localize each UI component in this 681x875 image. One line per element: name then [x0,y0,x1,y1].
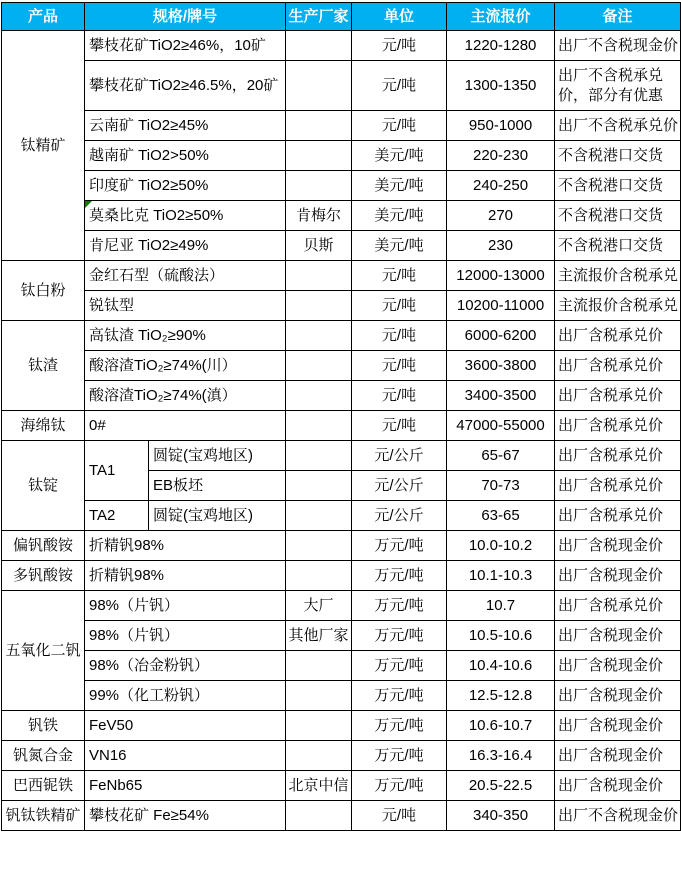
spec-cell: 98%（片钒） [85,621,286,651]
spec-cell: VN16 [85,741,286,771]
table-row [2,231,681,261]
price-cell: 12.5-12.8 [447,681,555,711]
spec-cell: 圆锭(宝鸡地区) [149,501,286,531]
table-row [2,501,681,531]
product-cell: 钛渣 [2,321,85,411]
table-row [2,351,681,381]
price-cell: 47000-55000 [447,411,555,441]
table-row [2,441,681,471]
price-table [1,2,681,831]
table-row [2,801,681,831]
note-cell: 出厂含税承兑价 [555,411,681,441]
unit-cell: 元/吨 [352,351,447,381]
spec-cell: 折精钒98% [85,531,286,561]
price-cell: 10.7 [447,591,555,621]
note-cell: 出厂含税承兑价 [555,321,681,351]
unit-cell: 万元/吨 [352,771,447,801]
unit-cell: 元/吨 [352,321,447,351]
spec-cell: FeNb65 [85,771,286,801]
price-cell: 1220-1280 [447,31,555,61]
note-cell: 出厂含税现金价 [555,711,681,741]
manufacturer-cell: 大厂 [286,591,352,621]
price-cell: 63-65 [447,501,555,531]
note-cell: 出厂含税现金价 [555,741,681,771]
grade-cell: TA1 [85,441,149,501]
table-row [2,261,681,291]
spec-cell: 酸溶渣TiO₂≥74%(川） [85,351,286,381]
price-cell: 6000-6200 [447,321,555,351]
spec-cell: EB板坯 [149,471,286,501]
price-cell: 3400-3500 [447,381,555,411]
manufacturer-cell [286,681,352,711]
price-cell: 65-67 [447,441,555,471]
spec-cell: FeV50 [85,711,286,741]
table-row [2,531,681,561]
product-cell: 钒铁 [2,711,85,741]
spec-cell: 攀枝花矿TiO2≥46%，10矿 [85,31,286,61]
note-cell: 出厂不含税承兑价 [555,111,681,141]
manufacturer-cell [286,561,352,591]
unit-cell: 元/吨 [352,801,447,831]
manufacturer-cell [286,711,352,741]
table-row [2,171,681,201]
comment-indicator-icon [85,201,92,208]
product-cell: 偏钒酸铵 [2,531,85,561]
product-cell: 巴西铌铁 [2,771,85,801]
table-row [2,381,681,411]
manufacturer-cell [286,141,352,171]
note-cell: 出厂不含税承兑价，部分有优惠 [555,61,681,111]
price-cell: 12000-13000 [447,261,555,291]
note-cell: 出厂含税现金价 [555,651,681,681]
manufacturer-cell [286,471,352,501]
unit-cell: 元/吨 [352,411,447,441]
table-row [2,741,681,771]
price-cell: 3600-3800 [447,351,555,381]
unit-cell: 万元/吨 [352,591,447,621]
spec-cell: 酸溶渣TiO₂≥74%(滇） [85,381,286,411]
unit-cell: 万元/吨 [352,561,447,591]
unit-cell: 万元/吨 [352,621,447,651]
product-cell: 海绵钛 [2,411,85,441]
table-row [2,31,681,61]
note-cell: 出厂含税承兑价 [555,441,681,471]
manufacturer-cell: 北京中信 [286,771,352,801]
manufacturer-cell [286,351,352,381]
product-cell: 多钒酸铵 [2,561,85,591]
table-row [2,411,681,441]
price-cell: 950-1000 [447,111,555,141]
manufacturer-cell: 肯梅尔 [286,201,352,231]
unit-cell: 美元/吨 [352,141,447,171]
price-cell: 10.6-10.7 [447,711,555,741]
table-row [2,321,681,351]
table-row [2,591,681,621]
unit-cell: 美元/吨 [352,231,447,261]
unit-cell: 万元/吨 [352,651,447,681]
price-cell: 240-250 [447,171,555,201]
note-cell: 出厂含税现金价 [555,681,681,711]
header-unit: 单位 [352,3,447,31]
grade-cell: TA2 [85,501,149,531]
manufacturer-cell: 贝斯 [286,231,352,261]
price-cell: 10.5-10.6 [447,621,555,651]
spec-cell: 98%（冶金粉钒） [85,651,286,681]
spec-cell: 肯尼亚 TiO2≥49% [85,231,286,261]
manufacturer-cell: 其他厂家 [286,621,352,651]
manufacturer-cell [286,171,352,201]
header-price: 主流报价 [447,3,555,31]
product-cell: 五氧化二钒 [2,591,85,711]
table-row [2,291,681,321]
table-row [2,711,681,741]
header-row [2,3,681,31]
table-row [2,621,681,651]
spec-cell: 印度矿 TiO2≥50% [85,171,286,201]
product-cell: 钛精矿 [2,31,85,261]
note-cell: 出厂不含税现金价 [555,801,681,831]
spec-cell: 0# [85,411,286,441]
manufacturer-cell [286,651,352,681]
table-row [2,771,681,801]
manufacturer-cell [286,411,352,441]
unit-cell: 美元/吨 [352,171,447,201]
product-cell: 钒钛铁精矿 [2,801,85,831]
note-cell: 出厂含税承兑价 [555,471,681,501]
unit-cell: 元/公斤 [352,471,447,501]
manufacturer-cell [286,501,352,531]
spec-cell: 越南矿 TiO2>50% [85,141,286,171]
spec-cell: 云南矿 TiO2≥45% [85,111,286,141]
price-cell: 340-350 [447,801,555,831]
note-cell: 不含税港口交货 [555,171,681,201]
header-manufacturer: 生产厂家 [286,3,352,31]
header-note: 备注 [555,3,681,31]
header-product: 产品 [2,3,85,31]
note-cell: 出厂含税现金价 [555,621,681,651]
note-cell: 不含税港口交货 [555,231,681,261]
unit-cell: 美元/吨 [352,201,447,231]
note-cell: 出厂含税承兑价 [555,381,681,411]
note-cell: 出厂不含税现金价 [555,31,681,61]
spec-cell [85,201,286,231]
unit-cell: 元/公斤 [352,441,447,471]
unit-cell: 元/公斤 [352,501,447,531]
note-cell: 出厂含税承兑价 [555,591,681,621]
manufacturer-cell [286,321,352,351]
price-cell: 220-230 [447,141,555,171]
unit-cell: 元/吨 [352,31,447,61]
table-row [2,111,681,141]
unit-cell: 万元/吨 [352,741,447,771]
manufacturer-cell [286,291,352,321]
product-cell: 钛锭 [2,441,85,531]
spec-cell: 金红石型（硫酸法） [85,261,286,291]
note-cell: 不含税港口交货 [555,201,681,231]
spec-cell: 高钛渣 TiO₂≥90% [85,321,286,351]
note-cell: 出厂含税承兑价 [555,501,681,531]
spec-cell: 99%（化工粉钒） [85,681,286,711]
note-cell: 不含税港口交货 [555,141,681,171]
unit-cell: 元/吨 [352,261,447,291]
manufacturer-cell [286,261,352,291]
price-cell: 270 [447,201,555,231]
header-spec: 规格/牌号 [85,3,286,31]
spec-cell: 98%（片钒） [85,591,286,621]
unit-cell: 万元/吨 [352,681,447,711]
note-cell: 出厂含税现金价 [555,561,681,591]
note-cell: 出厂含税现金价 [555,771,681,801]
note-cell: 主流报价含税承兑 [555,261,681,291]
note-cell: 出厂含税承兑价 [555,351,681,381]
price-cell: 230 [447,231,555,261]
spec-cell: 攀枝花矿TiO2≥46.5%，20矿 [85,61,286,111]
spec-text: 莫桑比克 TiO2≥50% [89,206,224,224]
spec-cell: 圆锭(宝鸡地区) [149,441,286,471]
note-cell: 出厂含税现金价 [555,531,681,561]
table-row [2,201,681,231]
table-row [2,61,681,111]
manufacturer-cell [286,801,352,831]
manufacturer-cell [286,111,352,141]
product-cell: 钒氮合金 [2,741,85,771]
price-cell: 10.1-10.3 [447,561,555,591]
spec-cell: 锐钛型 [85,291,286,321]
manufacturer-cell [286,741,352,771]
spec-cell: 折精钒98% [85,561,286,591]
table-row [2,141,681,171]
manufacturer-cell [286,61,352,111]
price-cell: 16.3-16.4 [447,741,555,771]
unit-cell: 元/吨 [352,111,447,141]
price-cell: 10.4-10.6 [447,651,555,681]
manufacturer-cell [286,381,352,411]
unit-cell: 元/吨 [352,61,447,111]
unit-cell: 万元/吨 [352,531,447,561]
manufacturer-cell [286,531,352,561]
unit-cell: 元/吨 [352,381,447,411]
manufacturer-cell [286,441,352,471]
note-cell: 主流报价含税承兑 [555,291,681,321]
spec-cell: 攀枝花矿 Fe≥54% [85,801,286,831]
unit-cell: 万元/吨 [352,711,447,741]
price-cell: 10.0-10.2 [447,531,555,561]
table-row [2,681,681,711]
unit-cell: 元/吨 [352,291,447,321]
price-cell: 20.5-22.5 [447,771,555,801]
price-cell: 10200-11000 [447,291,555,321]
product-cell: 钛白粉 [2,261,85,321]
manufacturer-cell [286,31,352,61]
price-cell: 70-73 [447,471,555,501]
table-row [2,561,681,591]
table-row [2,651,681,681]
price-cell: 1300-1350 [447,61,555,111]
